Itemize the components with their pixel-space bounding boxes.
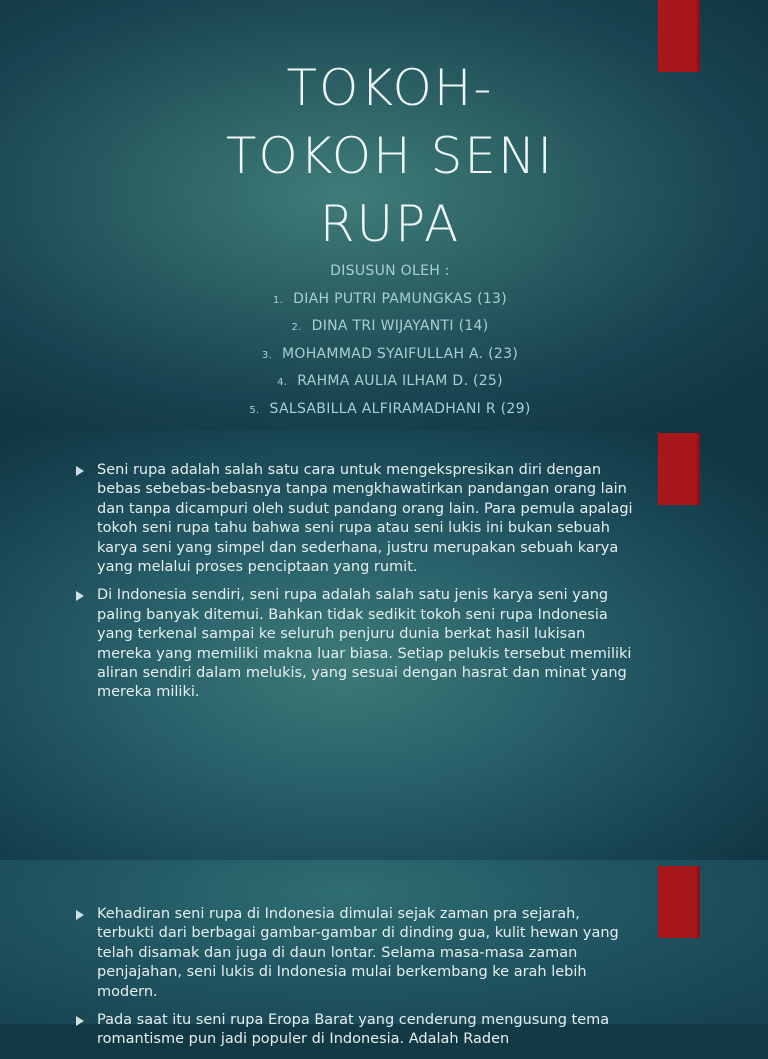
author-name: MOHAMMAD SYAIFULLAH A. (23) [282,345,519,362]
bullet-item [74,586,634,702]
slide-title [150,54,630,258]
bullet-text: Kehadiran seni rupa di Indonesia dimulai sejak zaman pra sejarah, terbukti dari berbagai gambar-gambar di dinding gua, kulit hewan yang telah disamak dan juga di daun lontar. Selama masa-masa zaman penjajahan, seni lukis di Indonesia mulai berkembang ke arah lebih modern. [97,906,619,1000]
author-item [150,341,630,369]
author-number: 1. [272,294,284,306]
content-slide [0,430,768,860]
author-name: SALSABILLA ALFIRAMADHANI R (29) [269,400,531,417]
author-number: 3. [261,349,273,361]
author-item [150,286,630,314]
author-item [150,368,630,396]
arrow-bullet-icon [76,910,84,920]
content-slide [0,860,768,1048]
bullet-text: Di Indonesia sendiri, seni rupa adalah salah satu jenis karya seni yang paling banyak ditemui. Bahkan tidak sedikit tokoh seni rupa Indonesia yang terkenal sampai ke seluruh penjuru dunia berkat hasil lukisan mereka yang memiliki makna luar biasa. Setiap pelukis tersebut memiliki aliran sendiri dalam melukis, yang sesuai dengan hasrat dan minat yang mereka miliki. [97,587,632,701]
author-number: 4. [277,377,288,388]
bullet-item [74,1011,634,1050]
subtitle-heading: DISUSUN OLEH : [330,263,450,279]
title-line: TOKOH SENI [225,127,555,185]
author-name: RAHMA AULIA ILHAM D. (25) [297,373,503,389]
title-slide [0,0,768,430]
title-line: TOKOH- [286,59,494,117]
bullet-item [74,905,634,1002]
slide-subtitle [150,258,630,423]
author-name: DIAH PUTRI PAMUNGKAS (13) [293,290,508,307]
red-accent-tab [658,866,700,938]
arrow-bullet-icon [76,591,84,601]
author-number: 2. [291,322,302,333]
author-number: 5. [249,404,260,416]
arrow-bullet-icon [76,1016,84,1026]
title-line: RUPA [319,195,461,253]
bullet-text: Pada saat itu seni rupa Eropa Barat yang cenderung mengusung tema romantisme pun jadi populer di Indonesia. Adalah Raden [97,1012,610,1048]
bullet-item [74,461,634,577]
arrow-bullet-icon [76,466,84,476]
author-item [150,396,630,424]
bullet-list [74,461,634,712]
author-name: DINA TRI WIJAYANTI (14) [311,318,489,334]
red-accent-tab [658,0,700,72]
red-accent-tab [658,433,700,505]
bullet-list [74,905,634,1059]
author-item [150,313,630,341]
bullet-text: Seni rupa adalah salah satu cara untuk mengekspresikan diri dengan bebas sebebas-bebasnya tanpa mengkhawatirkan pandangan orang lain dan tanpa dicampuri oleh sudut pandang orang lain. Para pemula apalagi tokoh seni rupa tahu bahwa seni rupa atau seni lukis ini bukan sebuah karya seni yang simpel dan sederhana, justru merupakan sebuah karya yang melalui proses penciptaan yang rumit. [97,462,633,576]
